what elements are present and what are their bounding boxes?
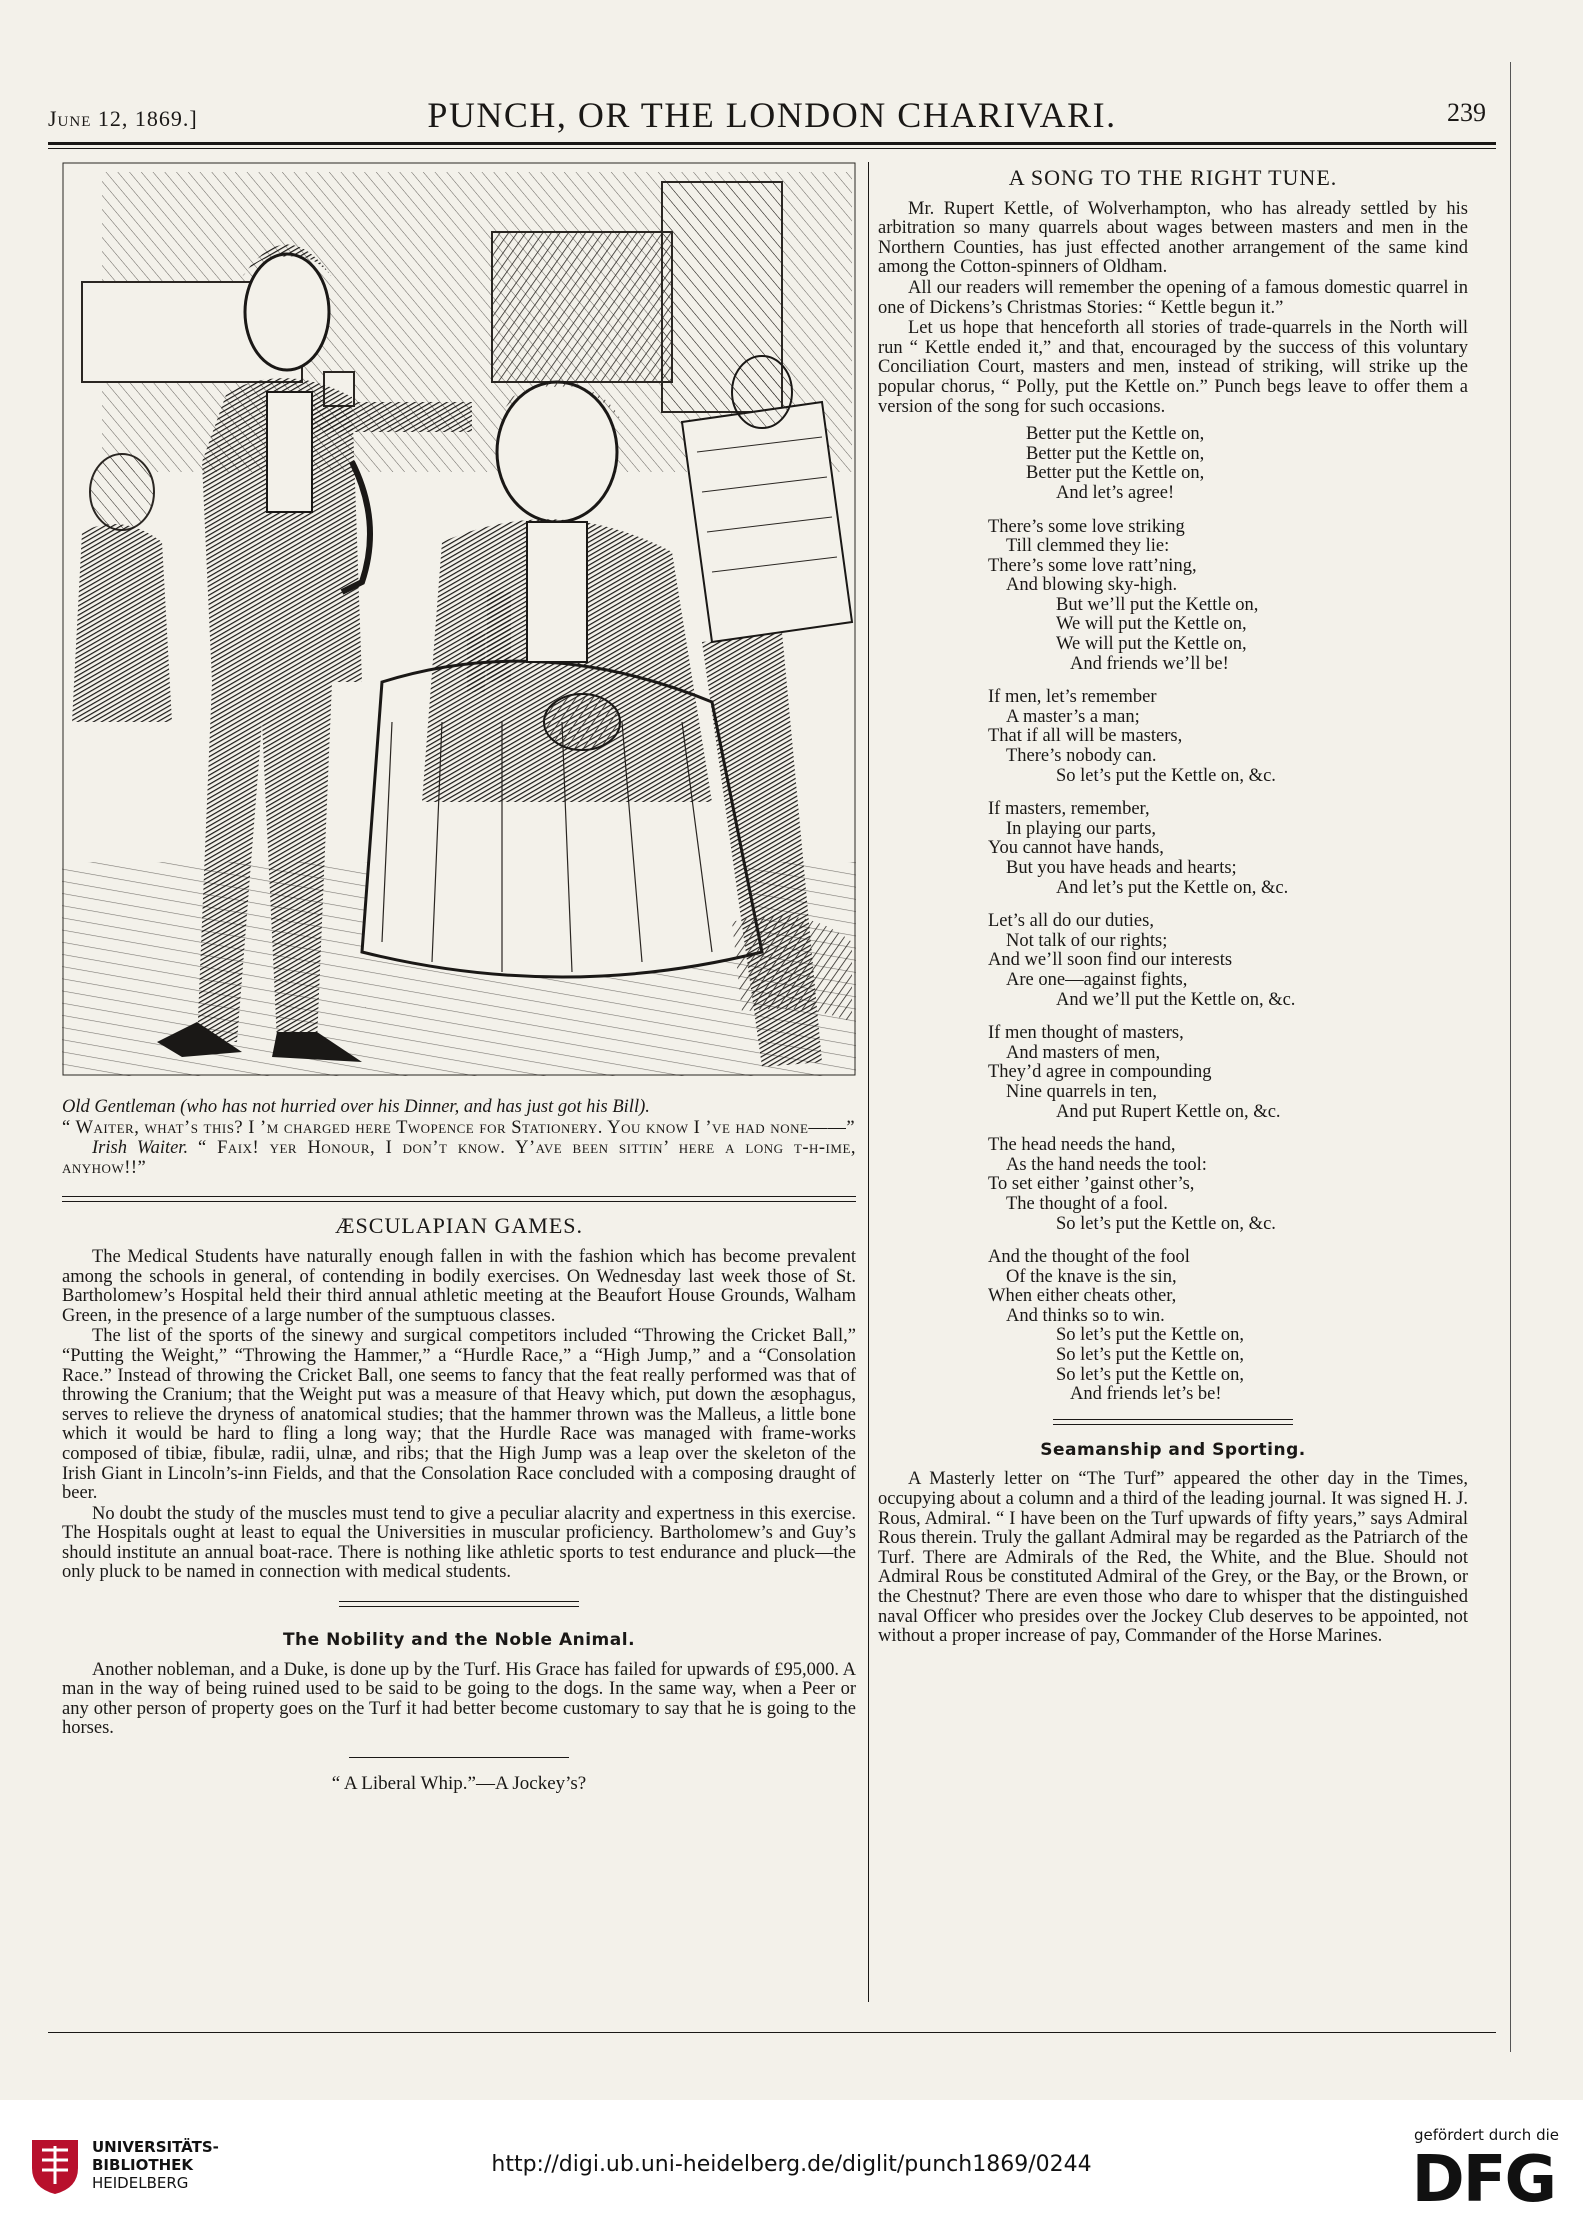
dfg-logo: DFG — [1411, 2143, 1555, 2217]
caption-waiter-reply: “ Faix! yer Honour, I don’t know. Y’ave been sittin’ here a long t-h-ime, anyhow!!” — [62, 1138, 857, 1178]
verse-line: So let’s put the Kettle on, — [1056, 1325, 1245, 1346]
publication-title: PUNCH, OR THE LONDON CHARIVARI. — [427, 95, 1117, 135]
verse-line: The thought of a fool. — [1006, 1193, 1168, 1214]
verse-line: So let’s put the Kettle on, &c. — [1056, 1213, 1276, 1234]
aesculapian-paragraph-2: The list of the sports of the sinewy and surgical competitors included “Throwing the Cricket Ball,” “Putting the Weight,” “Throwing the Hammer,” a “Hurdle Race,” a “High Jump,” and a “Consolation Race.” Instead of throwing the Cricket Ball, one seems to fancy that the feat really performed was that of throwing the Cranium; that the Weight put was a measure of that Heavy which, put down the æsophagus, serves to relieve the dryness of anatomical studies; that the hammer thrown was the Malleus, a little bone which it would be hard to fling a long way; that the Hurdle Race was managed with frame-works composed of tibiæ, fibulæ, radii, ulnæ, and ribs; that the High Jump was a leap over the skeleton of the Irish Giant in Lincoln’s-inn Fields, and that the Consolation Race concluded with a composing draught of beer. — [62, 1326, 856, 1504]
verse-line: As the hand needs the tool: — [1006, 1154, 1207, 1175]
song-intro-2: All our readers will remember the opening of a famous domestic quarrel in one of Dickens’s Christmas Stories: “ Kettle begun it.” — [878, 277, 1468, 318]
stanza-3 — [988, 688, 1468, 786]
verse-line: The head needs the hand, — [988, 1135, 1176, 1156]
verse-line: But you have heads and hearts; — [1006, 858, 1237, 878]
song-intro-3: Let us hope that henceforth all stories of trade-quarrels in the North will run “ Kettle ended it,” and that, encouraged by the success of this voluntary Conciliation Court, masters and men, instead of striking, will strike up the popular chorus, “ Polly, put the Kettle on.” Punch begs leave to offer them a version of the song for such occasions. — [878, 318, 1468, 417]
verse-line: And we’ll soon find our interests — [988, 950, 1233, 971]
verse-line: And let’s put the Kettle on, &c. — [1056, 877, 1289, 898]
verse-line: We will put the Kettle on, — [1056, 634, 1247, 655]
verse-line: If men thought of masters, — [988, 1023, 1184, 1044]
nobility-paragraph: Another nobleman, and a Duke, is done up by the Turf. His Grace has failed for upwards of £95,000. A man in the way of being ruined used to be said to be going to the dogs. In the same way, when a Peer or any other person of property goes on the Turf it had better become customary to say that he is going to the horses. — [62, 1659, 856, 1739]
university-name-line: BIBLIOTHEK — [92, 2156, 193, 2174]
verse-line: And the thought of the fool — [988, 1247, 1190, 1268]
verse-line: We will put the Kettle on, — [1056, 614, 1247, 635]
song-heading: A SONG TO THE RIGHT TUNE. — [1008, 165, 1338, 190]
seamanship-paragraph: A Masterly letter on “The Turf” appeared the other day in the Times, occupying about a column and a third of the leading journal. It was signed H. J. Rous, Admiral. “ I have been on the Turf upwards of fifty years,” says Admiral Rous therein. Truly the gallant Admiral may be regarded as the Patriarch of the Turf. There are Admirals of the Red, the White, and the Blue. Should not Admiral Rous be constituted Admiral of the Grey, or the Bay, or the Brown, or the Chestnut? There are even those who dare to whisper that the distinguished naval Officer who presides over the Jockey Club deserves to be appointed, not without a proper increase of pay, Commander of the Horse Marines. — [878, 1469, 1468, 1647]
verse-line: Nine quarrels in ten, — [1006, 1081, 1158, 1102]
verse-line: And put Rupert Kettle on, &c. — [1056, 1101, 1281, 1122]
verse-line: Till clemmed they lie: — [1006, 536, 1170, 557]
caption-irish-waiter: Irish Waiter. — [92, 1138, 189, 1159]
digitisation-footer — [0, 2100, 1583, 2235]
verse-line: And friends let’s be! — [1070, 1384, 1222, 1405]
verse-line: Are one—against fights, — [1006, 969, 1188, 990]
section-separator — [339, 1601, 579, 1607]
cartoon-caption-line3 — [62, 1139, 856, 1178]
verse-line: They’d agree in compounding — [988, 1062, 1212, 1083]
verse-line: So let’s put the Kettle on, — [1056, 1345, 1245, 1366]
issue-date: June 12, 1869.] — [48, 106, 198, 131]
nobility-heading: The Nobility and the Noble Animal. — [282, 1630, 636, 1651]
cartoon-caption-line2: “ Waiter, what’s this? I ’m charged here Twopence for Stationery. You know I ’ve had none——” — [62, 1117, 856, 1138]
cartoon-illustration — [62, 162, 856, 1076]
section-separator — [1053, 1419, 1293, 1425]
left-column — [62, 1098, 856, 1794]
song-verse — [988, 425, 1468, 1405]
right-column — [878, 165, 1468, 1648]
bottom-rule — [48, 2032, 1496, 2033]
short-separator — [349, 1757, 569, 1758]
verse-line: Better put the Kettle on, — [1026, 443, 1205, 464]
verse-line: There’s nobody can. — [1006, 746, 1157, 767]
header-rule-thick — [48, 142, 1496, 145]
stanza-1 — [988, 425, 1468, 503]
song-intro-1: Mr. Rupert Kettle, of Wolverhampton, who has already settled by his arbitration so many quarrels about wages between masters and men in the Northern Counties, has just effected another arrangement of the same kind among the Cotton-spinners of Oldham. — [878, 198, 1468, 278]
seamanship-heading: Seamanship and Sporting. — [1040, 1439, 1306, 1460]
verse-line: If men, let’s remember — [988, 687, 1157, 708]
jockey-quip: “ A Liberal Whip.”—A Jockey’s? — [331, 1773, 587, 1795]
aesculapian-heading: ÆSCULAPIAN GAMES. — [334, 1213, 584, 1239]
verse-line: You cannot have hands, — [988, 838, 1164, 859]
engraving-drawing — [62, 162, 856, 1076]
verse-line: Not talk of our rights; — [1006, 930, 1168, 951]
verse-line: There’s some love ratt’ning, — [988, 555, 1197, 576]
verse-line: In playing our parts, — [1006, 818, 1157, 839]
verse-line: And blowing sky-high. — [1006, 575, 1178, 596]
verse-line: So let’s put the Kettle on, &c. — [1056, 765, 1276, 786]
aesculapian-paragraph-3: No doubt the study of the muscles must tend to give a peculiar alacrity and expertness in this exercise. The Hospitals ought at least to equal the Universities in muscular proficiency. Bartholomew’s and Guy’s should institute an annual boat-race. There is nothing like athletic sports to test endurance and pluck—the only pluck to be named in connection with medical students. — [62, 1503, 856, 1583]
stanza-7 — [988, 1136, 1468, 1234]
stanza-4 — [988, 800, 1468, 898]
verse-line: That if all will be masters, — [988, 726, 1183, 747]
verse-line: And thinks so to win. — [1006, 1305, 1165, 1326]
verse-line: And friends we’ll be! — [1070, 653, 1229, 674]
verse-line: But we’ll put the Kettle on, — [1056, 594, 1259, 615]
stanza-6 — [988, 1024, 1468, 1122]
university-name-line: HEIDELBERG — [92, 2174, 189, 2192]
funding-label: gefördert durch die — [1414, 2126, 1559, 2144]
cartoon-caption-line1 — [62, 1098, 856, 1118]
caption-old-gentleman: Old Gentleman (who has not hurried over his Dinner, and has just got his Bill). — [62, 1097, 650, 1117]
page-number: 239 — [1447, 98, 1486, 127]
verse-line: When either cheats other, — [988, 1286, 1177, 1307]
aesculapian-paragraph-1: The Medical Students have naturally enough fallen in with the fashion which has become prevalent among the schools in general, of contending in bodily exercises. On Wednesday last week those of St. Bartholomew’s Hospital held their third annual athletic meeting at the Beaufort House Grounds, Walham Green, in the presence of a large number of the sumptuous classes. — [62, 1246, 856, 1326]
verse-line: If masters, remember, — [988, 799, 1150, 820]
verse-line: Better put the Kettle on, — [1026, 463, 1205, 484]
masthead — [48, 92, 1496, 142]
column-divider — [868, 162, 869, 2002]
stanza-5 — [988, 912, 1468, 1010]
section-separator — [62, 1196, 856, 1202]
verse-line: A master’s a man; — [1006, 706, 1140, 727]
verse-line: Let’s all do our duties, — [988, 911, 1154, 932]
university-name-line: UNIVERSITÄTS- — [92, 2138, 219, 2156]
verse-line: Better put the Kettle on, — [1026, 424, 1205, 445]
digital-library-url[interactable]: http://digi.ub.uni-heidelberg.de/diglit/punch1869/0244 — [491, 2152, 1092, 2177]
page-edge-line — [1510, 62, 1511, 2052]
verse-line: And let’s agree! — [1056, 482, 1175, 503]
stanza-2 — [988, 518, 1468, 675]
verse-line: And masters of men, — [1006, 1042, 1161, 1063]
verse-line: So let’s put the Kettle on, — [1056, 1364, 1245, 1385]
stanza-8 — [988, 1248, 1468, 1405]
verse-line: Of the knave is the sin, — [1006, 1266, 1177, 1287]
verse-line: To set either ’gainst other’s, — [988, 1174, 1195, 1195]
verse-line: There’s some love striking — [988, 516, 1185, 537]
header-rule-thin — [48, 148, 1496, 149]
verse-line: And we’ll put the Kettle on, &c. — [1056, 989, 1296, 1010]
